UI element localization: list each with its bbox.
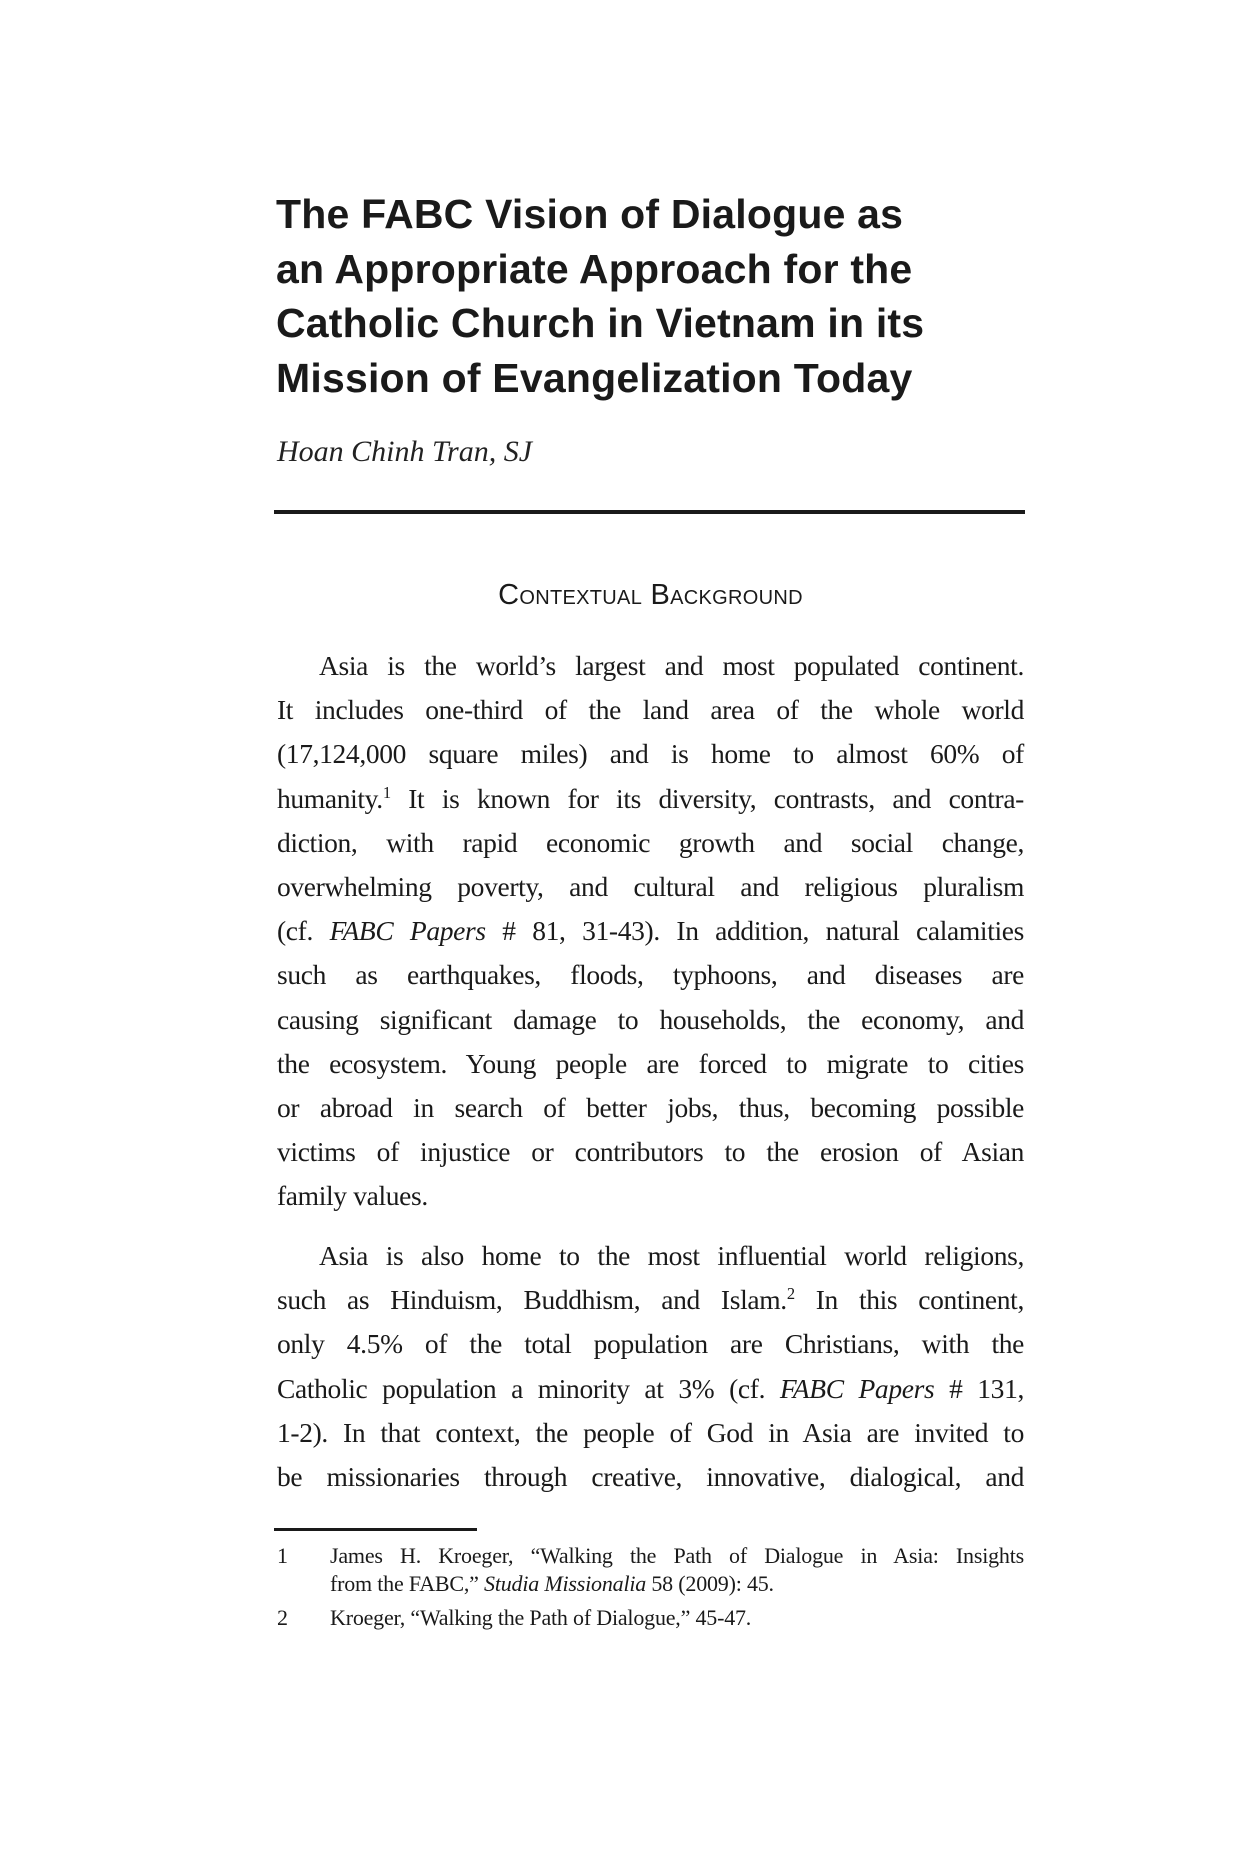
text-line	[277, 1367, 1024, 1411]
title-line: an Appropriate Approach for the	[276, 245, 913, 292]
text-line	[277, 909, 1024, 953]
footnote-text	[330, 1604, 1024, 1632]
text-line: diction, with rapid economic growth and social change,	[277, 826, 1024, 858]
text-fragment: 58 (2009): 45.	[646, 1571, 774, 1596]
text-line: the ecosystem. Young people are forced to migrate to cities	[277, 1047, 1024, 1079]
text-fragment: # 81, 31-43). In addition, natural calamities	[485, 915, 1024, 947]
text-line	[277, 1278, 1024, 1322]
body-paragraph	[277, 1234, 1024, 1499]
author-byline: Hoan Chinh Tran, SJ	[277, 435, 533, 468]
title-line: The FABC Vision of Dialogue as	[276, 191, 904, 237]
footnote-reference[interactable]: 2	[786, 1284, 795, 1304]
body-paragraph	[277, 644, 1024, 1218]
citation-title: FABC Papers	[329, 915, 486, 947]
footnote-line	[330, 1570, 1024, 1598]
footnote-line: Kroeger, “Walking the Path of Dialogue,” 45-47.	[330, 1605, 752, 1630]
section-heading: Contextual Background	[498, 579, 803, 611]
text-fragment: such as Hinduism, Buddhism, and Islam.	[277, 1284, 787, 1316]
citation-title: FABC Papers	[779, 1372, 935, 1404]
text-fragment: # 131,	[934, 1372, 1024, 1404]
footnote-divider	[274, 1528, 477, 1531]
text-fragment: It is known for its diversity, contrasts, and contra-	[390, 782, 1024, 814]
title-divider	[274, 510, 1025, 514]
text-line: victims of injustice or contributors to the erosion of Asian	[277, 1136, 1024, 1168]
title-line: Catholic Church in Vietnam in its	[276, 300, 925, 346]
text-line: be missionaries through creative, innovative, dialogical, and	[277, 1460, 1024, 1492]
text-fragment: In this continent,	[794, 1284, 1024, 1316]
text-fragment: humanity.	[277, 782, 383, 814]
text-line: or abroad in search of better jobs, thus, becoming possible	[277, 1091, 1024, 1123]
text-line: causing significant damage to households, the economy, and	[277, 1003, 1024, 1035]
text-line: only 4.5% of the total population are Christians, with the	[277, 1328, 1024, 1360]
text-fragment: from the FABC,”	[330, 1571, 485, 1596]
text-fragment: (cf.	[277, 915, 313, 947]
text-line: family values.	[277, 1180, 428, 1212]
article-title	[276, 187, 1036, 405]
footnote-number: 2	[277, 1605, 288, 1630]
text-line: such as earthquakes, floods, typhoons, and diseases are	[277, 959, 1024, 991]
footnote-line: James H. Kroeger, “Walking the Path of Dialogue in Asia: Insights	[330, 1543, 1024, 1568]
text-line: Asia is also home to the most influential world religions,	[319, 1240, 1024, 1271]
text-line: overwhelming poverty, and cultural and religious pluralism	[277, 870, 1024, 902]
text-line: It includes one-third of the land area of the whole world	[277, 694, 1024, 726]
text-line: Asia is the world’s largest and most populated continent.	[319, 650, 1024, 681]
footnote-text	[330, 1542, 1024, 1598]
journal-title: Studia Missionalia	[484, 1571, 647, 1596]
text-line: (17,124,000 square miles) and is home to almost 60% of	[277, 738, 1024, 770]
footnote-number: 1	[277, 1543, 288, 1568]
text-line	[277, 777, 1024, 821]
footnote-reference[interactable]: 1	[382, 782, 391, 802]
text-fragment: Catholic population a minority at 3% (cf.	[277, 1372, 766, 1404]
text-line: 1-2). In that context, the people of God in Asia are invited to	[277, 1416, 1024, 1448]
title-line: Mission of Evangelization Today	[276, 354, 913, 401]
